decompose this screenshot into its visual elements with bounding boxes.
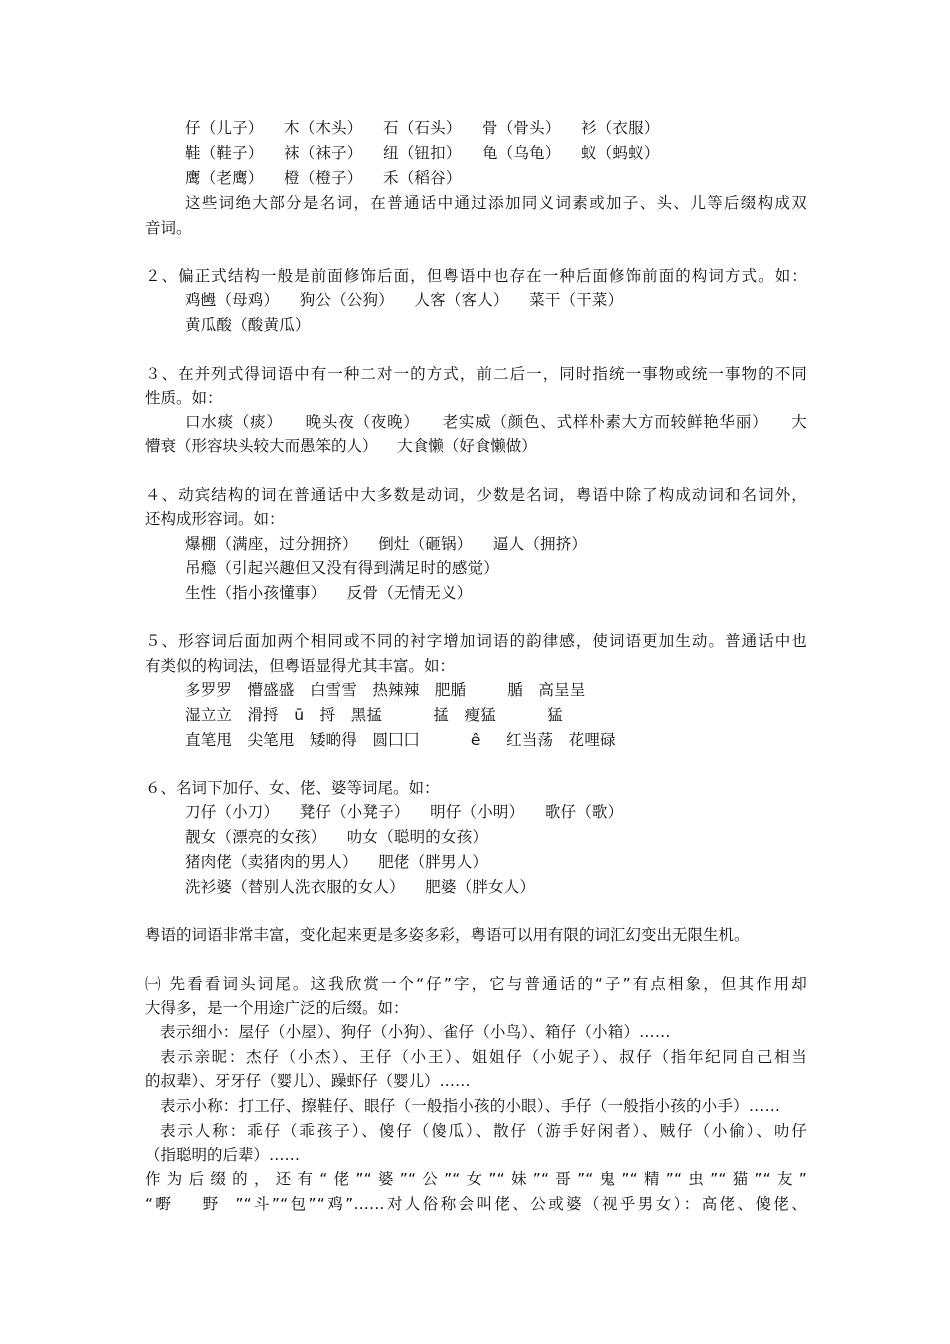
usage-person: 表示人称：乖仔（乖孩子）、傻仔（傻瓜）、散仔（游手好闲者）、贼仔（小偷）、叻仔 — [160, 1122, 807, 1140]
word-list-row: 湿立立 滑捋 ū 捋 黑掹 掹 瘦猛 猛 — [185, 706, 563, 724]
usage-diminutive: 表示小称：打工仔、擦鞋仔、眼仔（一般指小孩的小眼）、手仔（一般指小孩的小手）…… — [160, 1097, 781, 1115]
usage-person-cont: （指聪明的后辈）…… — [145, 1146, 301, 1164]
word-list-row: 口水痰（痰） 晚头夜（夜晚） 老实威（颜色、式样朴素大方而较鲜艳华丽） 大 — [185, 413, 807, 431]
paragraph-line: 这些词绝大部分是名词，在普通话中通过添加同义词素或加子、头、儿等后缀构成双 — [185, 194, 807, 212]
word-list-row: 爆棚（满座，过分拥挤） 倒灶（砸锅） 逼人（拥挤） — [185, 535, 588, 553]
section-5-heading-cont: 有类似的构词法，但粤语显得尤其丰富。如： — [145, 657, 456, 675]
section-5-heading: ５、形容词后面加两个相同或不同的衬字增加词语的韵律感，使词语更加生动。普通话中也 — [145, 632, 807, 650]
word-list-row: 鹰（老鹰） 橙（橙子） 禾（稻谷） — [185, 169, 462, 187]
word-list-row: 仔（儿子） 木（木头） 石（石头） 骨（骨头） 衫（衣服） — [185, 119, 660, 137]
usage-intimate-cont: 的叔辈）、牙牙仔（婴儿）、躁虾仔（婴儿）…… — [145, 1072, 471, 1090]
word-list-row: 鸡乸（母鸡） 狗公（公狗） 人客（客人） 菜干（干菜） — [185, 291, 624, 309]
usage-intimate: 表示亲昵：杰仔（小杰）、王仔（小王）、姐姐仔（小妮子）、叔仔（指年纪同自己相当 — [160, 1048, 807, 1066]
paragraph-line: 音词。 — [145, 219, 192, 237]
section-4-heading-cont: 还构成形容词。如： — [145, 510, 285, 528]
word-list-row: 猪肉佬（卖猪肉的男人） 肥佬（胖男人） — [185, 853, 489, 871]
word-list-row: 黄瓜酸（酸黄瓜） — [185, 316, 311, 334]
section-6-heading: ６、名词下加仔、女、佬、婆等词尾。如： — [145, 779, 440, 797]
word-list-row: 懵衰（形容块头较大而愚笨的人） 大食懒（好食懒做） — [145, 437, 537, 455]
word-list-row: 直笔甩 尖笔甩 矮啲得 圆囗囗 ê 红当荡 花哩碌 — [185, 731, 616, 749]
section-2-heading: ２、偏正式结构一般是前面修饰后面，但粤语中也存在一种后面修饰前面的构词方式。如： — [145, 267, 807, 285]
word-list-row: 靓女（漂亮的女孩） 叻女（聪明的女孩） — [185, 828, 489, 846]
section-3-heading-cont: 性质。如： — [145, 389, 223, 407]
word-list-row: 生性（指小孩懂事） 反骨（无情无义） — [185, 584, 473, 602]
section-4-heading: ４、动宾结构的词在普通话中大多数是动词，少数是名词，粤语中除了构成动词和名词外， — [145, 486, 807, 504]
part-1-heading-cont: 大得多，是一个用途广泛的后缀。如： — [145, 999, 409, 1017]
word-list-row: 刀仔（小刀） 凳仔（小凳子） 明仔（小明） 歌仔（歌） — [185, 803, 624, 821]
summary-paragraph: 粤语的词语非常丰富，变化起来更是多姿多彩，粤语可以用有限的词汇幻变出无限生机。 — [145, 926, 750, 944]
part-1-heading: ㈠ 先看看词头词尾。这我欣赏一个“仔”字，它与普通话的“子”有点相象，但其作用却 — [145, 975, 807, 993]
word-list-row: 鞋（鞋子） 袜（袜子） 纽（钮扣） 龟（乌龟） 蚁（蚂蚁） — [185, 144, 660, 162]
suffix-paragraph: 作为后缀的，还有“佬”“婆”“公”“女”“妹”“哥”“鬼”“精”“虫”“猫”“友” — [145, 1170, 807, 1188]
word-list-row: 洗衫婆（替别人洗衣服的女人） 肥婆（胖女人） — [185, 878, 536, 896]
suffix-paragraph-cont: “嘢 野 ”“斗”“包”“鸡”……对人俗称会叫佬、公或婆（视乎男女）：高佬、傻佬、 — [145, 1195, 807, 1213]
word-list-row: 吊瘾（引起兴趣但又没有得到满足时的感觉） — [185, 559, 500, 577]
word-list-row: 多罗罗 懵盛盛 白雪雪 热辣辣 肥腯 腯 高呈呈 — [185, 681, 586, 699]
usage-small: 表示细小：屋仔（小屋）、狗仔（小狗）、雀仔（小鸟）、箱仔（小箱）…… — [160, 1023, 671, 1041]
section-3-heading: ３、在并列式得词语中有一种二对一的方式，前二后一，同时指统一事物或统一事物的不同 — [145, 365, 807, 383]
